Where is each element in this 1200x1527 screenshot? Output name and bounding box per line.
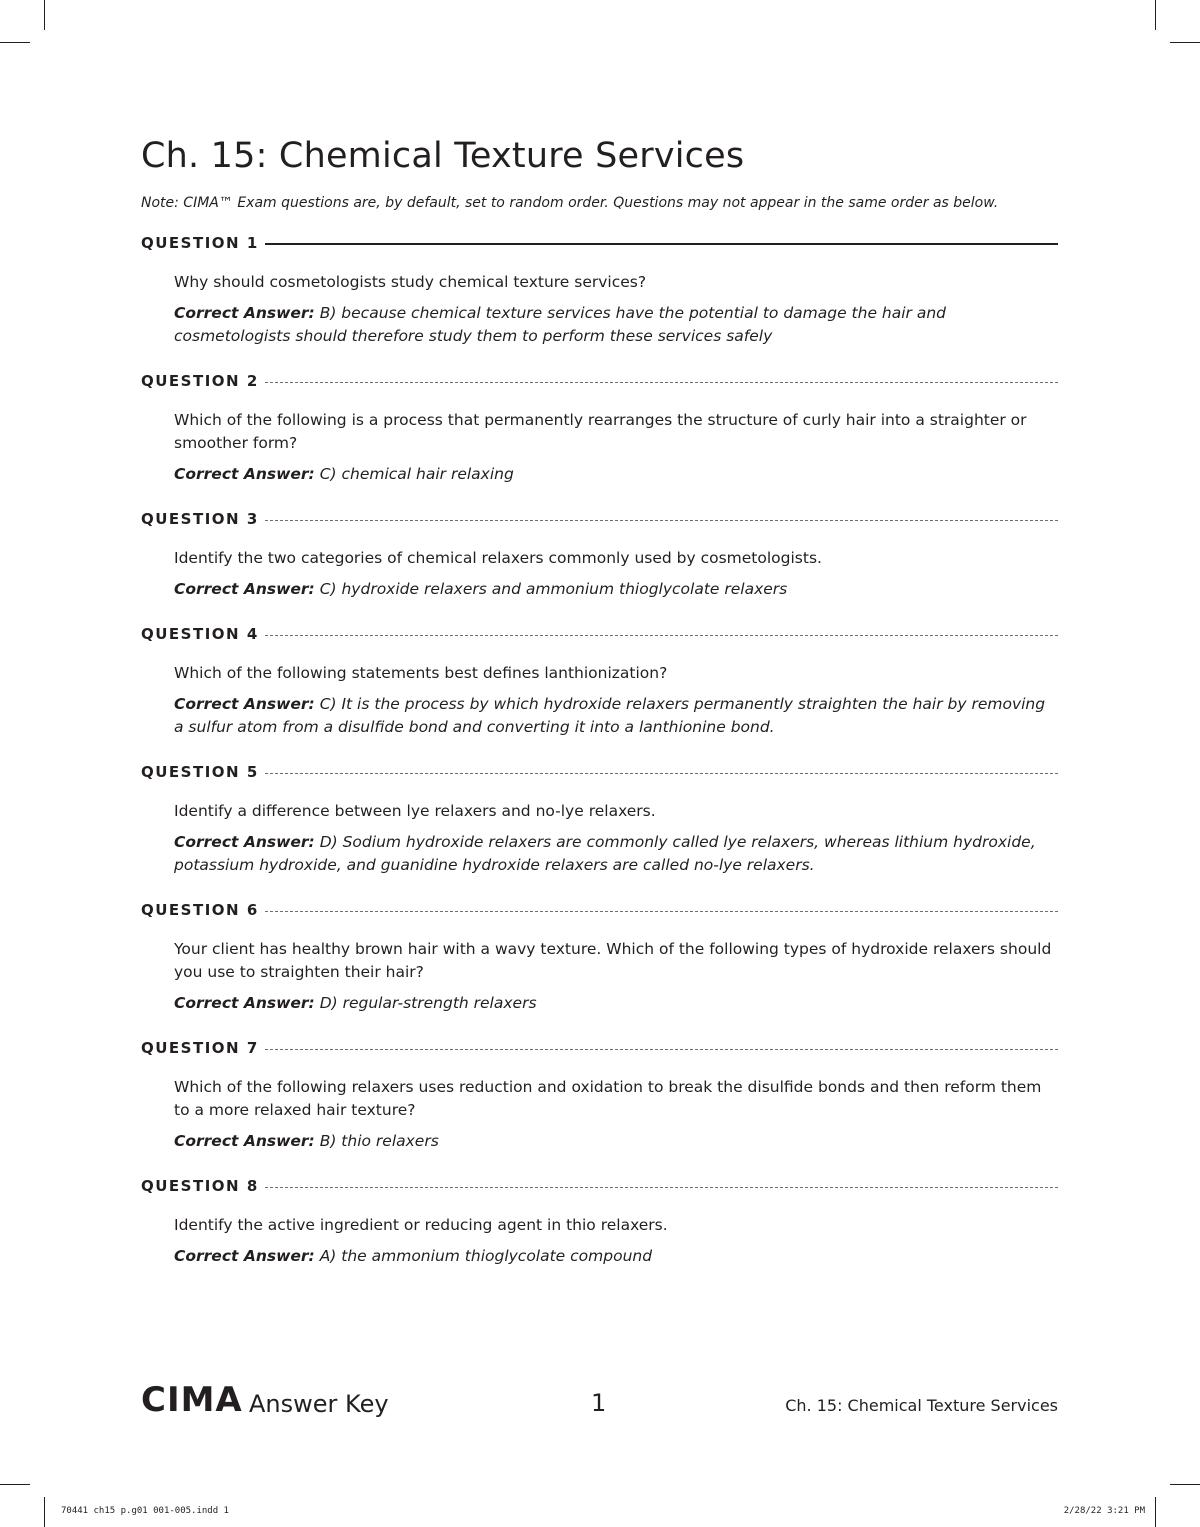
question-body: [174, 1214, 1058, 1268]
question-header: [141, 761, 1058, 783]
answer-label: Correct Answer:: [174, 1247, 315, 1265]
footer-chapter-title: Ch. 15: Chemical Texture Services: [785, 1396, 1058, 1415]
crop-mark: [44, 1497, 45, 1527]
question-label: QUESTION 8: [141, 1177, 259, 1195]
question-label: QUESTION 2: [141, 372, 259, 390]
answer-label: Correct Answer:: [174, 695, 315, 713]
divider: [265, 773, 1058, 774]
question-list: [141, 232, 1058, 1290]
crop-mark: [1155, 0, 1156, 30]
answer-text: D) Sodium hydroxide relaxers are commonly called lye relaxers, whereas lithium hydroxide, potassium hydroxide, and guanidine hydroxide relaxers are called no-lye relaxers.: [174, 833, 1036, 874]
question-header: [141, 1037, 1058, 1059]
order-note: Note: CIMA™ Exam questions are, by default, set to random order. Questions may not appear in the same order as below.: [141, 195, 999, 211]
question-text: Which of the following relaxers uses reduction and oxidation to break the disulfide bonds and then reform them to a more relaxed hair texture?: [174, 1078, 1042, 1119]
question-header: [141, 899, 1058, 921]
correct-answer: [174, 1245, 1058, 1268]
answer-label: Correct Answer:: [174, 465, 315, 483]
correct-answer: [174, 693, 1058, 739]
question-header: [141, 623, 1058, 645]
question-text: Identify a difference between lye relaxers and no-lye relaxers.: [174, 802, 656, 820]
question-label: QUESTION 1: [141, 234, 259, 252]
crop-mark: [0, 42, 30, 43]
question-body: [174, 547, 1058, 601]
question-body: [174, 271, 1058, 348]
divider: [265, 635, 1058, 636]
question-text: Identify the two categories of chemical relaxers commonly used by cosmetologists.: [174, 549, 822, 567]
crop-mark: [0, 1484, 30, 1485]
question-item: [141, 370, 1058, 486]
question-item: [141, 761, 1058, 877]
correct-answer: [174, 831, 1058, 877]
question-item: [141, 1175, 1058, 1268]
question-text: Why should cosmetologists study chemical texture services?: [174, 273, 647, 291]
crop-mark: [1170, 42, 1200, 43]
question-label: QUESTION 4: [141, 625, 259, 643]
question-label: QUESTION 7: [141, 1039, 259, 1057]
question-body: [174, 662, 1058, 739]
answer-label: Correct Answer:: [174, 1132, 315, 1150]
question-item: [141, 1037, 1058, 1153]
print-slug-date: 2/28/22 3:21 PM: [1063, 1506, 1145, 1516]
answer-text: C) hydroxide relaxers and ammonium thioglycolate relaxers: [319, 580, 788, 598]
question-body: [174, 409, 1058, 486]
question-label: QUESTION 6: [141, 901, 259, 919]
crop-mark: [1155, 1497, 1156, 1527]
question-header: [141, 370, 1058, 392]
question-header: [141, 508, 1058, 530]
print-slug-file: 70441 ch15 p.g01 001-005.indd 1: [61, 1506, 229, 1516]
question-text: Which of the following is a process that permanently rearranges the structure of curly hair into a straighter or smoother form?: [174, 411, 1027, 452]
answer-text: C) It is the process by which hydroxide relaxers permanently straighten the hair by removing a sulfur atom from a disulfide bond and converting it into a lanthionine bond.: [174, 695, 1046, 736]
answer-text: D) regular-strength relaxers: [319, 994, 537, 1012]
question-body: [174, 800, 1058, 877]
answer-label: Correct Answer:: [174, 580, 315, 598]
page-number: 1: [591, 1389, 607, 1417]
correct-answer: [174, 992, 1058, 1015]
answer-label: Correct Answer:: [174, 833, 315, 851]
question-item: [141, 899, 1058, 1015]
question-text: Your client has healthy brown hair with a wavy texture. Which of the following types of hydroxide relaxers should you use to straighten their hair?: [174, 940, 1052, 981]
question-body: [174, 1076, 1058, 1153]
cima-logo: CIMA: [141, 1380, 243, 1420]
question-text: Identify the active ingredient or reducing agent in thio relaxers.: [174, 1216, 668, 1234]
divider: [265, 382, 1058, 383]
question-item: [141, 508, 1058, 601]
question-header: [141, 1175, 1058, 1197]
question-label: QUESTION 3: [141, 510, 259, 528]
question-item: [141, 623, 1058, 739]
question-item: [141, 232, 1058, 348]
answer-text: B) thio relaxers: [319, 1132, 439, 1150]
question-label: QUESTION 5: [141, 763, 259, 781]
divider: [265, 520, 1058, 521]
answer-key-label: Answer Key: [249, 1390, 389, 1418]
divider: [265, 1187, 1058, 1188]
question-header: [141, 232, 1058, 254]
answer-label: Correct Answer:: [174, 994, 315, 1012]
question-body: [174, 938, 1058, 1015]
crop-mark: [1170, 1484, 1200, 1485]
answer-label: Correct Answer:: [174, 304, 315, 322]
page-title: Ch. 15: Chemical Texture Services: [141, 136, 745, 176]
correct-answer: [174, 578, 1058, 601]
answer-text: B) because chemical texture services have the potential to damage the hair and cosmetologists should therefore study them to perform these services safely: [174, 304, 947, 345]
question-text: Which of the following statements best defines lanthionization?: [174, 664, 668, 682]
correct-answer: [174, 302, 1058, 348]
divider: [265, 1049, 1058, 1050]
answer-text: A) the ammonium thioglycolate compound: [319, 1247, 653, 1265]
answer-text: C) chemical hair relaxing: [319, 465, 514, 483]
divider: [265, 911, 1058, 912]
crop-mark: [44, 0, 45, 30]
divider: [265, 243, 1058, 245]
correct-answer: [174, 463, 1058, 486]
correct-answer: [174, 1130, 1058, 1153]
